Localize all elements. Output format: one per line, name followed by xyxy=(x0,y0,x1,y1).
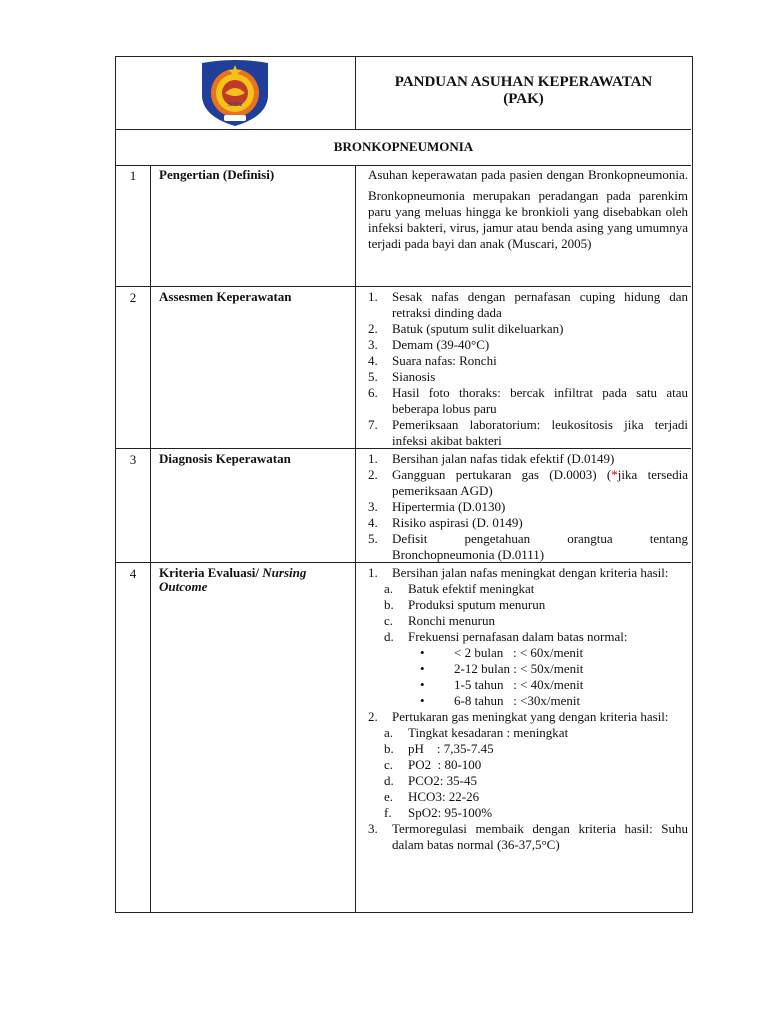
sub-item: b. pH : 7,35-7.45 xyxy=(384,741,494,756)
sub-item: b. Produksi sputum menurun xyxy=(384,597,546,612)
list-item: 7. Pemeriksaan laboratorium: leukositosis jika terjadi infeksi akibat bakteri xyxy=(368,417,688,448)
list-item: 2. Batuk (sputum sulit dikeluarkan) xyxy=(368,321,564,336)
bullet-item: • 6-8 tahun : <30x/menit xyxy=(420,693,581,708)
list-item: 2. Gangguan pertukaran gas (D.0003) (*jika tersedia pemeriksaan AGD) xyxy=(368,467,689,498)
svg-text:Sri Bai: Sri Bai xyxy=(227,102,243,108)
sub-item: e. HCO3: 22-26 xyxy=(384,789,480,804)
table-row xyxy=(116,165,691,287)
hospital-crest-icon xyxy=(198,59,272,127)
list-item: 1. Bersihan jalan nafas tidak efektif (D.0149) xyxy=(368,451,615,466)
table-row xyxy=(116,563,691,912)
title-line-1: PANDUAN ASUHAN KEPERAWATAN xyxy=(394,74,653,90)
sub-item: d. Frekuensi pernafasan dalam batas normal: xyxy=(384,629,628,644)
list-item: 3. Demam (39-40°C) xyxy=(368,337,490,352)
list-item: 3. Termoregulasi membaik dengan kriteria hasil: Suhu dalam batas normal (36-37,5°C) xyxy=(368,821,688,852)
row-label: Assesmen Keperawatan xyxy=(159,289,292,304)
row-content xyxy=(368,451,688,563)
list-item: 4. Suara nafas: Ronchi xyxy=(368,353,497,368)
title-line-2: (PAK) xyxy=(503,91,544,107)
required-asterisk: * xyxy=(611,467,618,482)
row-content xyxy=(368,167,688,257)
sub-item: a. Tingkat kesadaran : meningkat xyxy=(384,725,569,740)
row-content xyxy=(368,565,688,853)
guideline-document xyxy=(115,56,693,913)
row-number: 4 xyxy=(129,566,137,581)
row-number: 2 xyxy=(129,290,137,305)
list-item: 1. Sesak nafas dengan pernafasan cuping hidung dan retraksi dinding dada xyxy=(368,289,688,320)
sub-item: a. Batuk efektif meningkat xyxy=(384,581,535,596)
list-item: 1. Bersihan jalan nafas meningkat dengan kriteria hasil: xyxy=(368,565,669,580)
definition-paragraph: Bronkopneumonia merupakan peradangan pada parenkim paru yang meluas hingga ke bronkioli yang disebabkan oleh infeksi bakteri, virus, jamur atau benda asing yang umumnya terjadi pada bayi dan anak (Muscari, 2005) xyxy=(368,188,688,251)
bullet-item: • 1-5 tahun : < 40x/menit xyxy=(420,677,584,692)
section-title: BRONKOPNEUMONIA xyxy=(116,129,691,166)
sub-item: f. SpO2: 95-100% xyxy=(384,805,493,820)
table-row xyxy=(116,449,691,563)
sub-item: d. PCO2: 35-45 xyxy=(384,773,477,788)
row-number: 1 xyxy=(129,168,137,183)
list-item: 5. Sianosis xyxy=(368,369,436,384)
definition-paragraph: Asuhan keperawatan pada pasien dengan Bronkopneumonia. xyxy=(368,167,688,182)
list-item: 5. Defisit pengetahuan orangtua tentang Bronchopneumonia (D.0111) xyxy=(368,531,688,562)
list-item: 6. Hasil foto thoraks: bercak infiltrat pada satu atau beberapa lobus paru xyxy=(368,385,688,416)
row-label: Diagnosis Keperawatan xyxy=(159,451,291,466)
list-item: 3. Hipertermia (D.0130) xyxy=(368,499,506,514)
row-number: 3 xyxy=(129,452,137,467)
sub-item: c. PO2 : 80-100 xyxy=(384,757,482,772)
document-header xyxy=(116,57,691,130)
table-row xyxy=(116,287,691,449)
sub-item: c. Ronchi menurun xyxy=(384,613,496,628)
row-label: Pengertian (Definisi) xyxy=(159,167,275,182)
list-item: 4. Risiko aspirasi (D. 0149) xyxy=(368,515,523,530)
bullet-item: • < 2 bulan : < 60x/menit xyxy=(420,645,584,660)
document-title xyxy=(356,74,691,108)
row-label: Kriteria Evaluasi/ Nursing Outcome xyxy=(159,565,307,594)
bullet-item: • 2-12 bulan : < 50x/menit xyxy=(420,661,584,676)
logo-cell xyxy=(116,57,356,129)
list-item: 2. Pertukaran gas meningkat yang dengan kriteria hasil: xyxy=(368,709,669,724)
row-content xyxy=(368,289,688,449)
